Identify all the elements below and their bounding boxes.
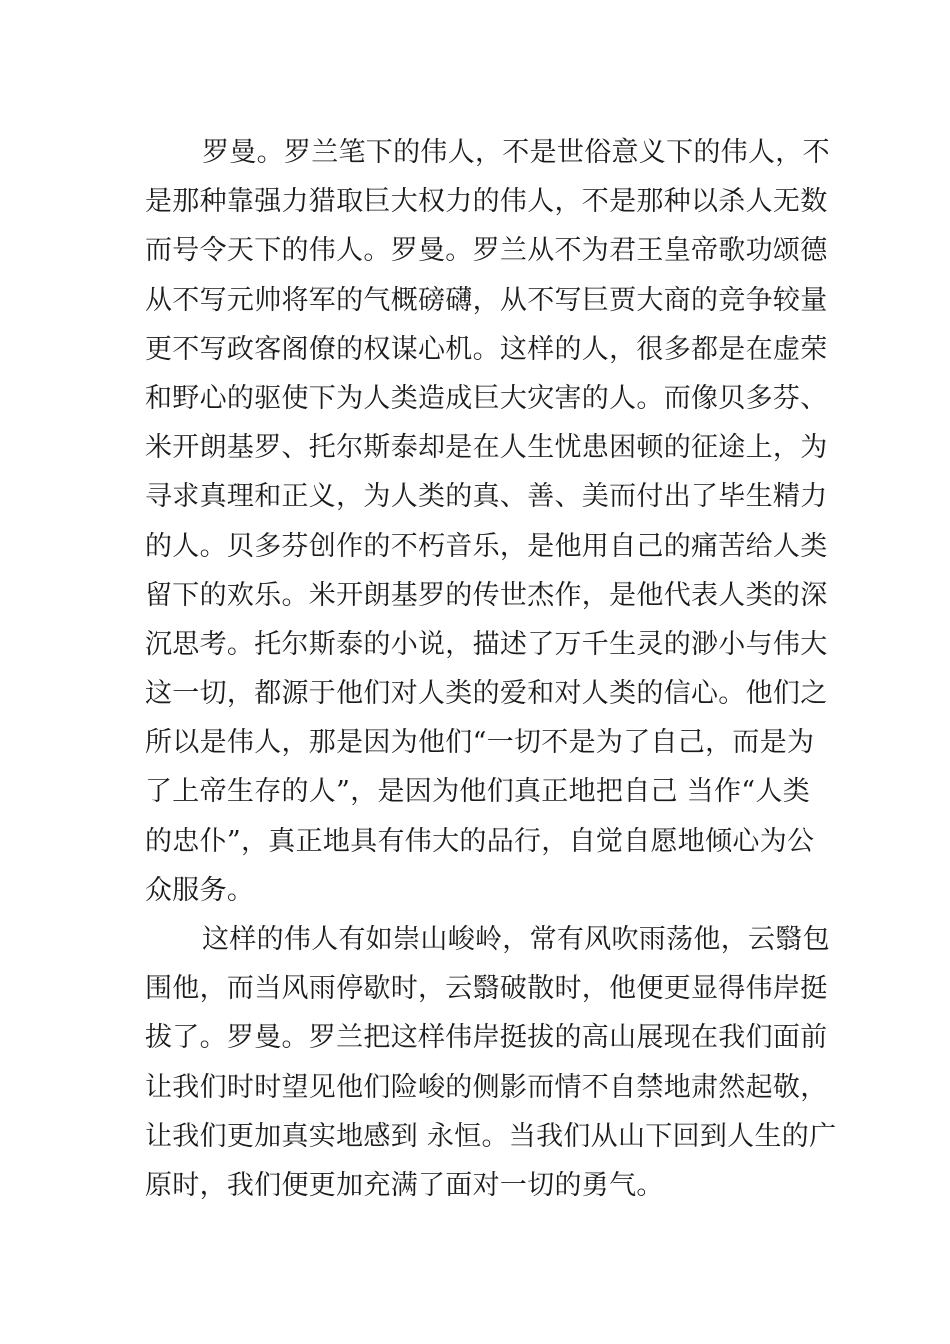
text-line: 和野心的驱使下为人类造成巨大灾害的人。而像贝多芬、 [145, 382, 828, 414]
text-line: 这一切，都源于他们对人类的爱和对人类的信心。他们之 [145, 678, 828, 710]
text-line: 从不写元帅将军的气概磅礴，从不写巨贾大商的竞争较量 [145, 284, 828, 316]
text-line: 这样的伟人有如崇山峻岭，常有风吹雨荡他，云翳包 [202, 924, 830, 955]
text-line: 让我们时时望见他们险峻的侧影而情不自禁地肃然起敬， [145, 1071, 828, 1103]
text-line: 所以是伟人，那是因为他们“一切不是为了自己，而是为 [145, 727, 815, 759]
text-line: 寻求真理和正义，为人类的真、善、美而付出了毕生精力 [145, 481, 828, 513]
text-line: 众服务。 [145, 874, 255, 906]
text-line: 拔了。罗曼。罗兰把这样伟岸挺拔的高山展现在我们面前 [145, 1022, 828, 1054]
document-page [145, 128, 837, 1210]
text-line: 的忠仆”，真正地具有伟大的品行，自觉自愿地倾心为公 [145, 825, 815, 857]
text-line: 而号令天下的伟人。罗曼。罗兰从不为君王皇帝歌功颂德 [145, 235, 828, 267]
text-line: 原时，我们便更加充满了面对一切的勇气。 [145, 1169, 664, 1201]
text-line: 罗曼。罗兰笔下的伟人，不是世俗意义下的伟人，不 [202, 137, 830, 168]
text-line: 是那种靠强力猎取巨大权力的伟人，不是那种以杀人无数 [145, 186, 828, 218]
text-line: 米开朗基罗、托尔斯泰却是在人生忧患困顿的征途上，为 [145, 432, 828, 464]
text-line: 留下的欢乐。米开朗基罗的传世杰作，是他代表人类的深 [145, 579, 828, 611]
text-line: 让我们更加真实地感到 永恒。当我们从山下回到人生的广 [145, 1120, 837, 1152]
text-line: 的人。贝多芬创作的不朽音乐，是他用自己的痛苦给人类 [145, 530, 828, 562]
text-line: 了上帝生存的人”，是因为他们真正地把自己 当作“人类 [145, 776, 810, 808]
text-line: 围他，而当风雨停歇时，云翳破散时，他便更显得伟岸挺 [145, 973, 828, 1005]
text-line: 沉思考。托尔斯泰的小说，描述了万千生灵的渺小与伟大 [145, 628, 828, 660]
paragraph-1 [145, 128, 830, 915]
text-line: 更不写政客阁僚的权谋心机。这样的人，很多都是在虚荣 [145, 333, 828, 365]
paragraph-2 [145, 915, 837, 1210]
